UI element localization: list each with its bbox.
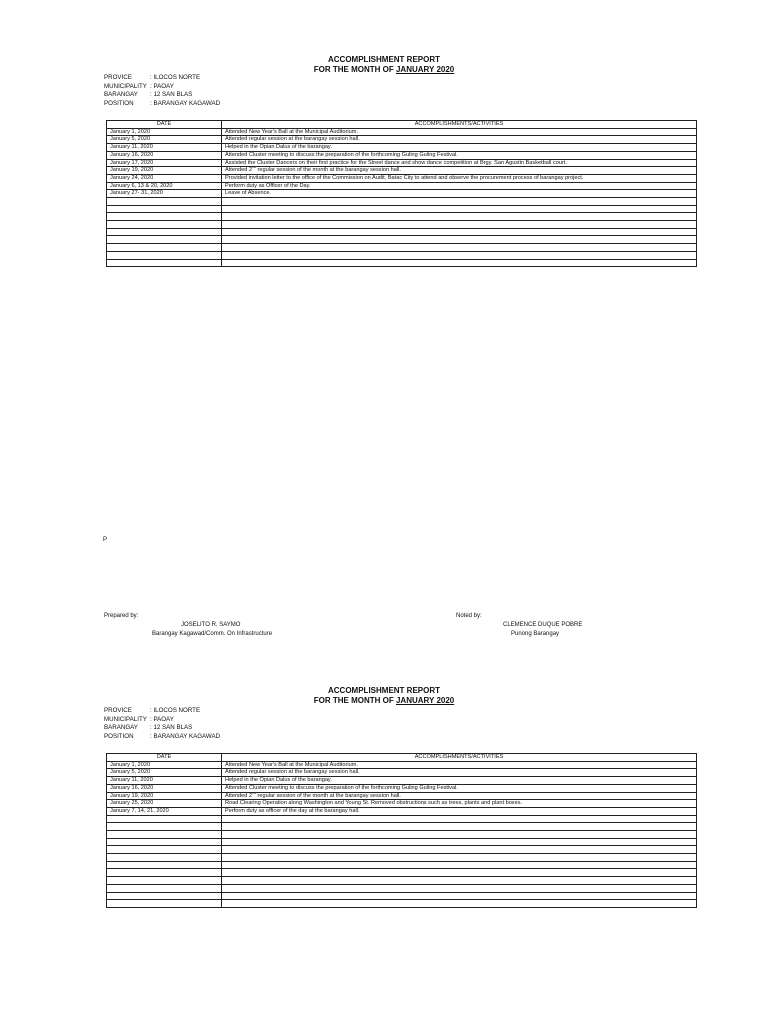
activities-header: ACCOMPLISHMENTS/ACTIVITIES [222, 121, 697, 129]
date-cell: January 25, 2020 [107, 800, 222, 808]
activity-text-tail: regular session of the month at the barangay session hall. [255, 792, 401, 799]
table-header-row [107, 121, 697, 129]
table-row [107, 792, 697, 800]
activity-cell [222, 205, 697, 213]
date-cell: January 17, 2020 [107, 159, 222, 167]
activity-cell: Helped in the Opian Dalus of the barangay. [222, 144, 697, 152]
date-cell [107, 244, 222, 252]
table-row [107, 151, 697, 159]
date-cell [107, 823, 222, 831]
report-2-table [106, 753, 697, 908]
date-cell [107, 892, 222, 900]
month-prefix: FOR THE MONTH OF [313, 65, 394, 74]
date-cell [107, 815, 222, 823]
table-row [107, 761, 697, 769]
date-cell [107, 900, 222, 908]
info-province: PROVICE : ILOCOS NORTE [104, 74, 201, 81]
table-row [107, 769, 697, 777]
activity-text-tail: regular session of the month at the barangay session hall. [255, 167, 401, 174]
report-1-info [104, 74, 220, 108]
table-row [107, 190, 697, 198]
month-value: JANUARY 2020 [395, 696, 455, 705]
table-row [107, 846, 697, 854]
activity-text: Attended 2 [225, 167, 253, 174]
activity-cell: Perform duty as Officer of the Day. [222, 182, 697, 190]
activity-cell [222, 877, 697, 885]
activity-cell: Provided invitation letter to the office of the Commission on Audit, Batac City to attend and observe the procurement process of barangay project. [222, 174, 697, 182]
table-row [107, 777, 697, 785]
stray-mark: P [103, 537, 108, 543]
activities-header: ACCOMPLISHMENTS/ACTIVITIES [222, 754, 697, 762]
ordinal-suffix: nd [252, 166, 256, 170]
report-2-title [0, 686, 768, 706]
date-cell [107, 831, 222, 839]
activity-cell: Road Clearing Operation along Washington and Young St. Removed obstructions such as trees, plants and plant boxes. [222, 800, 697, 808]
activity-cell: Helped in the Opian Dalus of the barangay. [222, 777, 697, 785]
activity-cell [222, 854, 697, 862]
table-header-row [107, 754, 697, 762]
date-cell [107, 838, 222, 846]
activity-cell: Perform duty as officer of the day at the barangay hall. [222, 807, 697, 815]
table-row [107, 236, 697, 244]
date-cell [107, 861, 222, 869]
table-row [107, 861, 697, 869]
table-row [107, 251, 697, 259]
activity-cell [222, 831, 697, 839]
date-cell: January 5, 2020 [107, 136, 222, 144]
date-cell: January 16, 2020 [107, 151, 222, 159]
table-row [107, 259, 697, 267]
date-cell [107, 198, 222, 206]
table-row [107, 869, 697, 877]
activity-cell [222, 228, 697, 236]
table-row [107, 144, 697, 152]
table-row [107, 884, 697, 892]
date-header: DATE [107, 754, 222, 762]
date-cell [107, 213, 222, 221]
date-cell [107, 221, 222, 229]
activity-text: Attended 2 [225, 792, 253, 799]
report-2-table-body [107, 761, 697, 907]
activity-cell: Assisted the Cluster Dancers on their first practice for the Street dance and show dance competition at Brgy. San Agustin Basketball court. [222, 159, 697, 167]
activity-cell [222, 236, 697, 244]
date-cell: January 1, 2020 [107, 761, 222, 769]
table-row [107, 228, 697, 236]
activity-cell: Attended Cluster meeting to discuss the preparation of the forthcoming Guling Guling Festival. [222, 784, 697, 792]
info-province: PROVICE : ILOCOS NORTE [104, 707, 201, 714]
report-1-table-body [107, 128, 697, 267]
info-barangay: BARANGAY : 12 SAN BLAS [104, 91, 193, 99]
activity-cell [222, 815, 697, 823]
table-row [107, 807, 697, 815]
table-row [107, 182, 697, 190]
date-cell [107, 869, 222, 877]
report-1-table [106, 120, 697, 267]
report-1-title [0, 55, 768, 75]
activity-cell: Leave of Absence. [222, 190, 697, 198]
prepared-by-title: Barangay Kagawad/Comm. On Infrastructure [152, 631, 273, 637]
date-cell: January 6, 13 & 20, 2020 [107, 182, 222, 190]
activity-cell [222, 221, 697, 229]
month-value: JANUARY 2020 [395, 65, 455, 74]
table-row [107, 892, 697, 900]
activity-cell [222, 251, 697, 259]
activity-cell [222, 259, 697, 267]
activity-cell [222, 823, 697, 831]
date-header: DATE [107, 121, 222, 129]
date-cell [107, 251, 222, 259]
table-row [107, 221, 697, 229]
info-municipality: MUNICIPALITY : PAOAY [104, 715, 174, 723]
table-row [107, 159, 697, 167]
date-cell [107, 228, 222, 236]
report-2-info [104, 707, 220, 741]
report-title-line: ACCOMPLISHMENT REPORT [328, 686, 440, 695]
activity-cell: Attended regular session at the barangay session hall. [222, 136, 697, 144]
table-row [107, 800, 697, 808]
activity-cell [222, 892, 697, 900]
activity-cell [222, 838, 697, 846]
table-row [107, 815, 697, 823]
activity-cell: Attended Cluster meeting to discuss the preparation of the forthcoming Guling Guling Festival. [222, 151, 697, 159]
table-row [107, 136, 697, 144]
activity-cell [222, 213, 697, 221]
date-cell [107, 854, 222, 862]
activity-cell [222, 884, 697, 892]
activity-cell [222, 792, 697, 800]
table-row [107, 167, 697, 175]
date-cell [107, 884, 222, 892]
date-cell: January 16, 2020 [107, 784, 222, 792]
month-prefix: FOR THE MONTH OF [313, 696, 394, 705]
info-position: POSITION : BARANGAY KAGAWAD [104, 732, 221, 740]
date-cell: January 24, 2020 [107, 174, 222, 182]
activity-cell [222, 846, 697, 854]
noted-by-title: Punong Barangay [511, 631, 560, 637]
info-municipality: MUNICIPALITY : PAOAY [104, 82, 174, 90]
prepared-by-label: Prepared by: [104, 613, 139, 619]
info-position: POSITION : BARANGAY KAGAWAD [104, 99, 221, 107]
table-row [107, 831, 697, 839]
info-barangay: BARANGAY : 12 SAN BLAS [104, 724, 193, 732]
table-row [107, 205, 697, 213]
table-row [107, 244, 697, 252]
noted-by-name: CLEMENCE DUQUE POBRE [503, 622, 583, 628]
table-row [107, 784, 697, 792]
date-cell: January 5, 2020 [107, 769, 222, 777]
table-row [107, 823, 697, 831]
activity-cell [222, 244, 697, 252]
activity-cell [222, 198, 697, 206]
activity-cell: Attended New Year's Ball at the Municipal Auditorium. [222, 128, 697, 136]
table-row [107, 877, 697, 885]
date-cell: January 27- 31, 2020 [107, 190, 222, 198]
activity-cell [222, 869, 697, 877]
table-row [107, 128, 697, 136]
table-row [107, 854, 697, 862]
prepared-by-name: JOSELITO R. SAYMO [181, 622, 241, 628]
date-cell [107, 259, 222, 267]
date-cell [107, 877, 222, 885]
ordinal-suffix: nd [252, 792, 256, 795]
date-cell: January 11, 2020 [107, 144, 222, 152]
table-row [107, 198, 697, 206]
date-cell [107, 236, 222, 244]
report-title-line: ACCOMPLISHMENT REPORT [328, 55, 440, 64]
date-cell [107, 205, 222, 213]
table-row [107, 900, 697, 908]
table-row [107, 838, 697, 846]
activity-cell: Attended New Year's Ball at the Municipal Auditorium. [222, 761, 697, 769]
activity-cell [222, 861, 697, 869]
date-cell: January 7, 14, 21, 2020 [107, 807, 222, 815]
activity-cell [222, 900, 697, 908]
date-cell: January 11, 2020 [107, 777, 222, 785]
report-month-line [0, 696, 768, 706]
table-row [107, 213, 697, 221]
date-cell: January 1, 2020 [107, 128, 222, 136]
date-cell: January 19, 2020 [107, 792, 222, 800]
noted-by-label: Noted by: [456, 613, 482, 619]
activity-cell: Attended regular session at the barangay session hall. [222, 769, 697, 777]
activity-cell [222, 167, 697, 175]
table-row [107, 174, 697, 182]
date-cell [107, 846, 222, 854]
date-cell: January 19, 2020 [107, 167, 222, 175]
